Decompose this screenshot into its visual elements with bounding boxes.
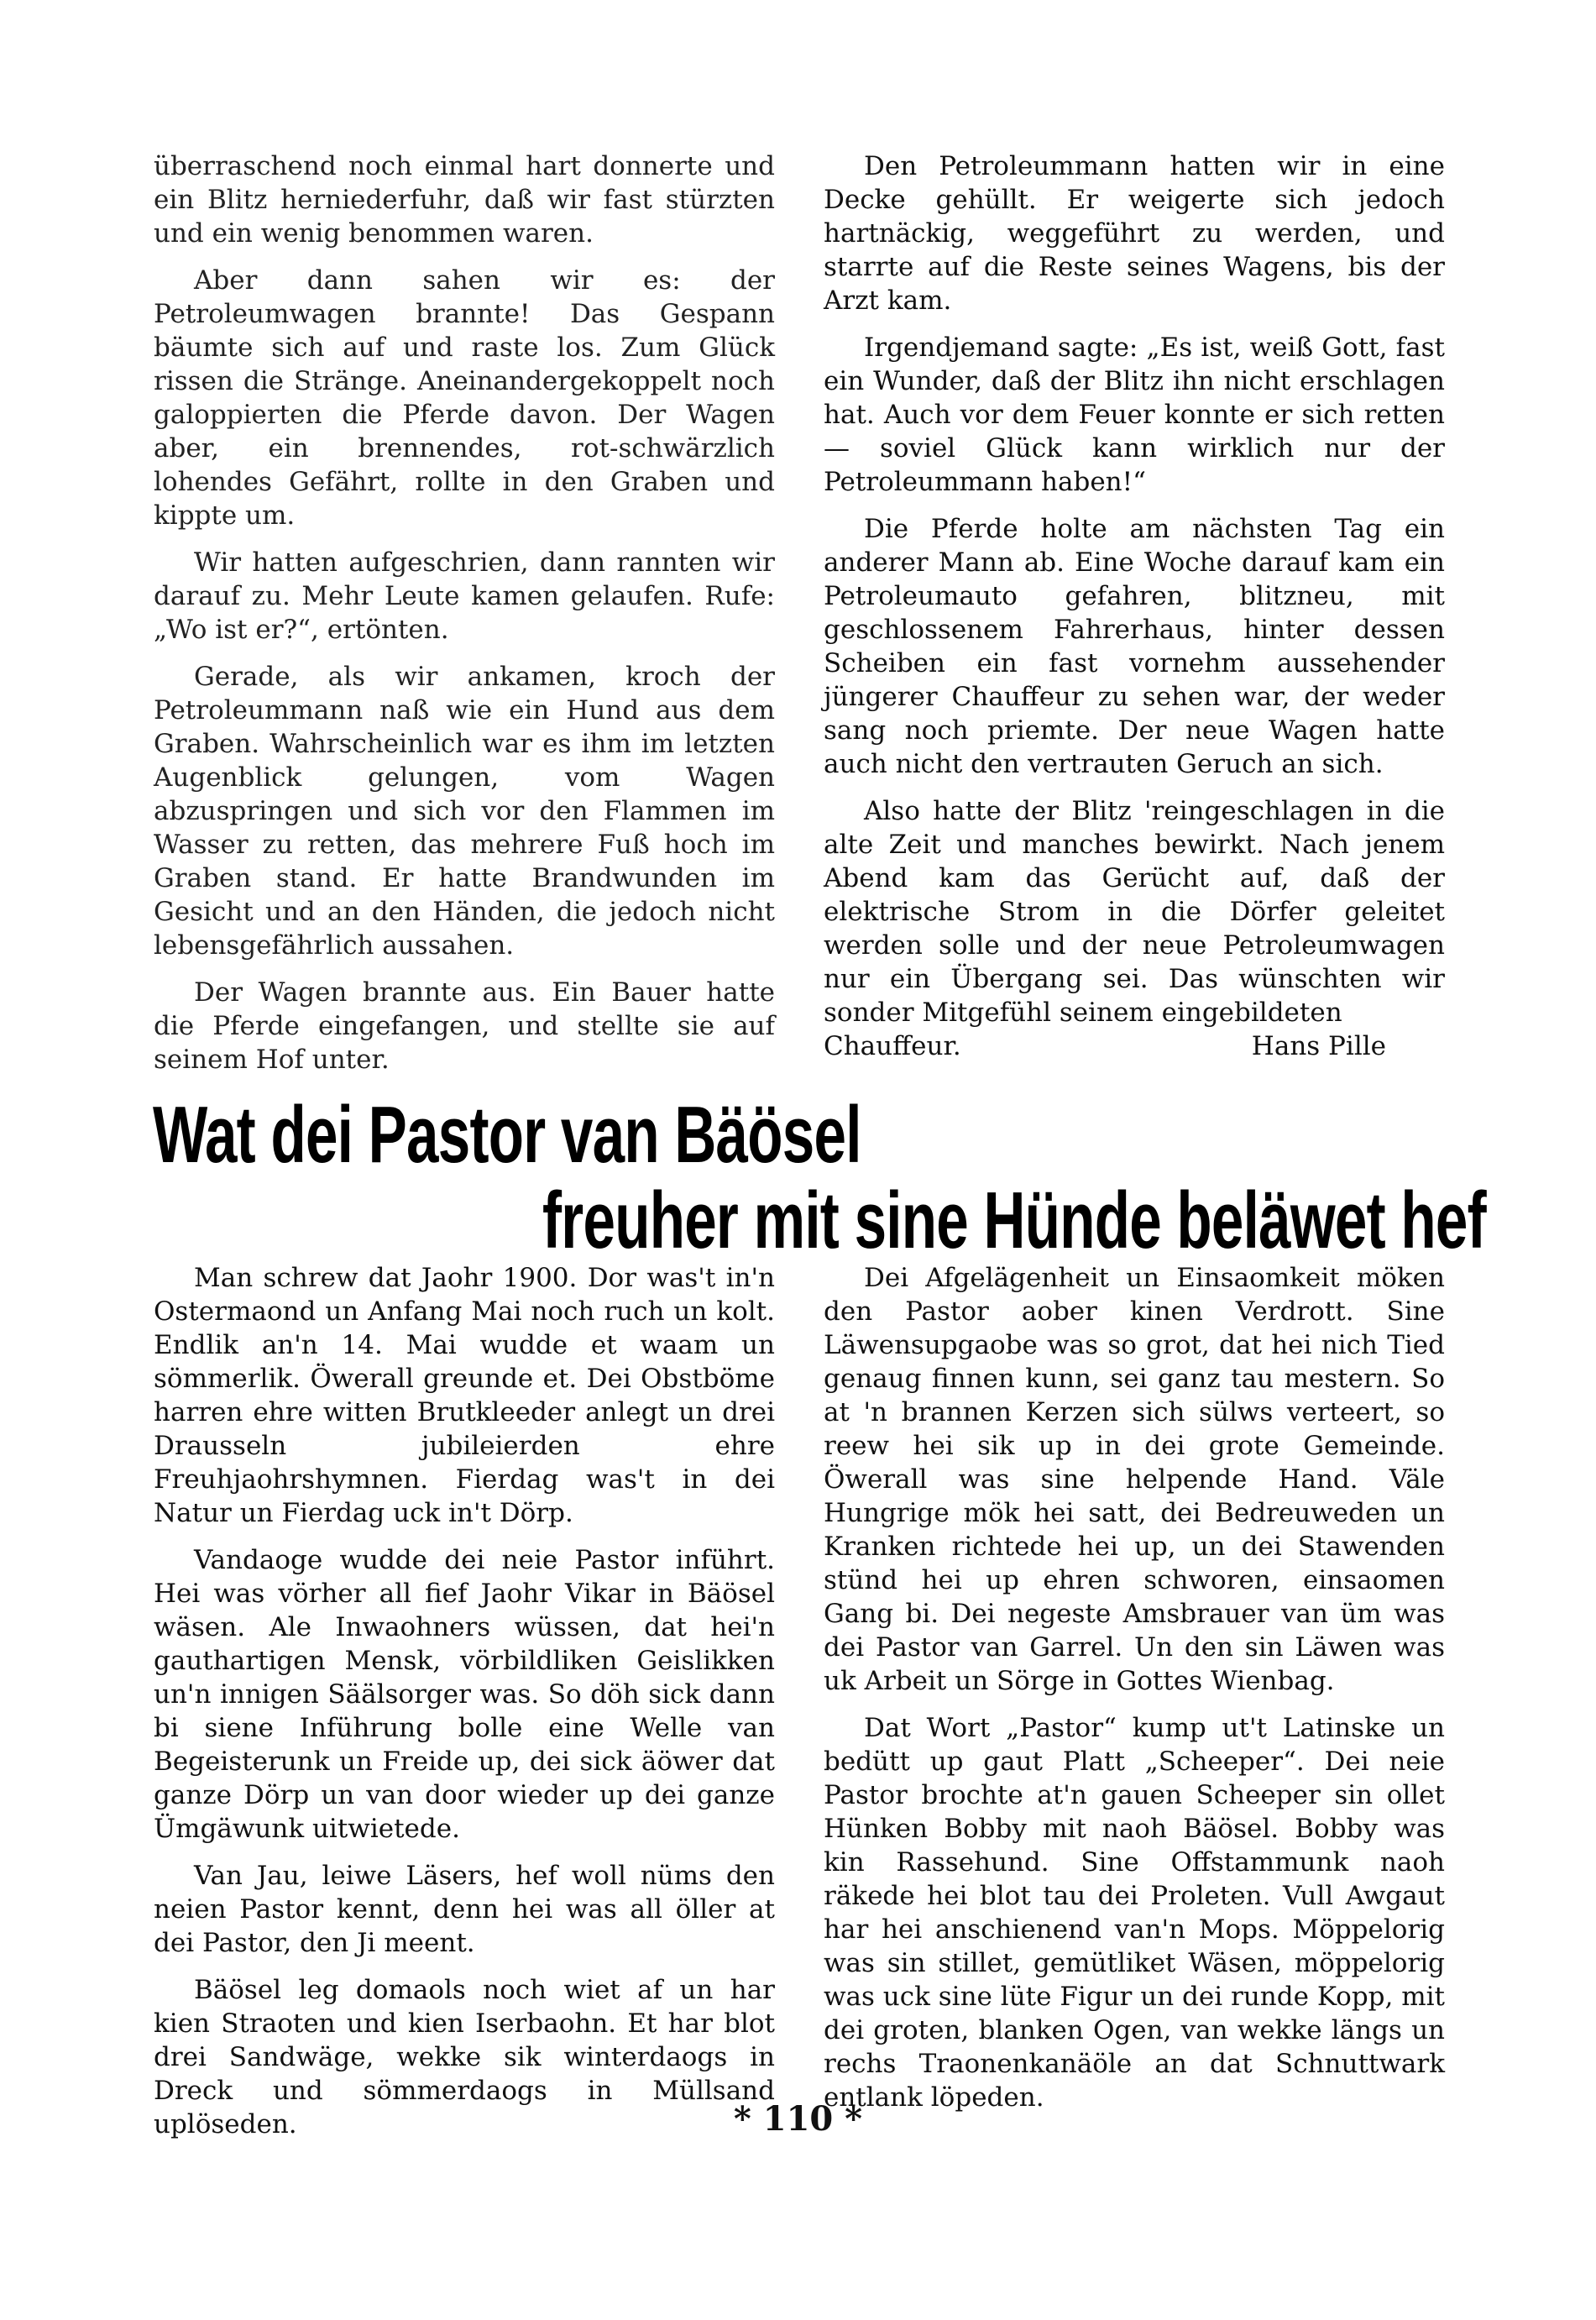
page-number: * 110 * (733, 2099, 863, 2139)
article2-column-right (824, 1261, 1445, 2128)
article2-title-line2: freuher mit sine Hünde beläwet hef (542, 1176, 1486, 1265)
paragraph: Dat Wort „Pastor“ kump ut't Latinske un bedütt up gaut Platt „Scheeper“. Dei neie Pastor brochte at'n gauen Scheeper sin ollet Hünken Bobby mit naoh Bäösel. Bobby was kin Rassehund. Sine Offstammunk naoh räkede hei blot tau dei Proleten. Vull Awgaut har hei anschienend van'n Mops. Möppelorig was sin stillet, gemütliket Wäsen, möppelorig was uck sine lüte Figur un dei runde Kopp, mit dei groten, blanken Ogen, van wekke längs un rechs Traonenkanäöle an dat Schnuttwark entlank löpeden. (824, 1713, 1445, 2113)
paragraph: Dei Afgelägenheit un Einsaomkeit möken den Pastor aober kinen Verdrott. Sine Läwensupgaobe was so grot, dat hei nich Tied genaug finnen kunn, sei ganz tau mestern. So at 'n brannen Kerzen sich sülws verteert, so reew hei sik up in dei grote Gemeinde. Öwerall was sine helpende Hand. Väle Hungrige mök hei satt, dei Bedreuweden un Kranken richtede hei up, un dei Stawenden stünd hei up ehren schworen, einsaomen Gang bi. Dei negeste Amsbrauer van üm was dei Pastor van Garrel. Un den sin Läwen was uk Arbeit un Sörge in Gottes Wienbag. (824, 1263, 1445, 1696)
final-word: Chauffeur. (824, 1031, 961, 1061)
paragraph: Man schrew dat Jaohr 1900. Dor was't in'n Ostermaond un Anfang Mai noch ruch un kolt. Endlik an'n 14. Mai wudde et waam un sömmerlik. Öwerall greunde et. Dei Obstböme harren ehre witten Brutkleeder anlegt un drei Drausseln jubileierden ehre Freuhjaohrshymnen. Fierdag was't in dei Natur un Fierdag uck in't Dörp. (154, 1263, 775, 1528)
paragraph: Wir hatten aufgeschrien, dann rannten wir darauf zu. Mehr Leute kamen gelaufen. Rufe: „Wo ist er?“, ertönten. (154, 547, 775, 645)
paragraph: überraschend noch einmal hart donnerte und ein Blitz herniederfuhr, daß wir fast stürzten und ein wenig benommen waren. (154, 151, 775, 249)
article1-column-right (824, 149, 1445, 1063)
paragraph: Vandaoge wudde dei neie Pastor inführt. Hei was vörher all fief Jaohr Vikar in Bäösel wäsen. Ale Inwaohners wüssen, dat hei'n gauthartigen Mensk, vörbildliken Geislikken un'n innigen Säälsorger was. So döh sick dann bi siene Inführung bolle eine Welle van Begeisterunk un Freide up, dei sick äöwer dat ganze Dörp un van door wieder up dei ganze Ümgäwunk uitwietede. (154, 1545, 775, 1844)
paragraph: Van Jau, leiwe Läsers, hef woll nüms den neien Pastor kennt, denn hei was all öller at dei Pastor, den Ji meent. (154, 1861, 775, 1958)
paragraph: Bäösel leg domaols noch wiet af un har kien Straoten und kien Iserbaohn. Et har blot drei Sandwäge, wekke sik winterdaogs in Dreck und sömmerdaogs in Müllsand uplöseden. (154, 1975, 775, 2139)
paragraph: Die Pferde holte am nächsten Tag ein anderer Mann ab. Eine Woche darauf kam ein Petroleumauto gefahren, blitzneu, mit geschlossenem Fahrerhaus, hinter dessen Scheiben ein fast vornehm aussehender jüngerer Chauffeur zu sehen war, der weder sang noch priemte. Der neue Wagen hatte auch nicht den vertrauten Geruch an sich. (824, 514, 1445, 779)
author-name: Hans Pille (1251, 1031, 1386, 1061)
paragraph: Gerade, als wir ankamen, kroch der Petroleummann naß wie ein Hund aus dem Graben. Wahrscheinlich war es ihm im letzten Augenblick gelungen, vom Wagen abzuspringen und sich vor den Flammen im Wasser zu retten, das mehrere Fuß hoch im Graben stand. Er hatte Brandwunden im Gesicht und an den Händen, die jedoch nicht lebensgefährlich aussahen. (154, 662, 775, 961)
paragraph: Also hatte der Blitz 'reingeschlagen in die alte Zeit und manches bewirkt. Nach jenem Abend kam das Gerücht auf, daß der elektrische Strom in die Dörfer geleitet werden solle und der neue Petroleumwagen nur ein Übergang sei. Das wünschten wir sonder Mitgefühl seinem eingebildeten (824, 796, 1445, 1028)
paragraph: Den Petroleummann hatten wir in eine Decke gehüllt. Er weigerte sich jedoch hartnäckig, weggeführt zu werden, und starrte auf die Reste seines Wagens, bis der Arzt kam. (824, 151, 1445, 316)
paragraph: Irgendjemand sagte: „Es ist, weiß Gott, fast ein Wunder, daß der Blitz ihn nicht erschlagen hat. Auch vor dem Feuer konnte er sich retten — soviel Glück kann wirklich nur der Petroleummann haben!“ (824, 333, 1445, 497)
article2-title-line1: Wat dei Pastor van Bäösel (153, 1090, 861, 1180)
signature-line (824, 1029, 1445, 1063)
article2-column-left (154, 1261, 775, 2155)
paragraph: Der Wagen brannte aus. Ein Bauer hatte die Pferde eingefangen, und stellte sie auf seinem Hof unter. (154, 977, 775, 1075)
article1-column-left (154, 149, 775, 1090)
paragraph: Aber dann sahen wir es: der Petroleumwagen brannte! Das Gespann bäumte sich auf und raste los. Zum Glück rissen die Stränge. Aneinandergekoppelt noch galoppierten die Pferde davon. Der Wagen aber, ein brennendes, rot-schwärzlich lohendes Gefährt, rollte in den Graben und kippte um. (154, 265, 775, 531)
